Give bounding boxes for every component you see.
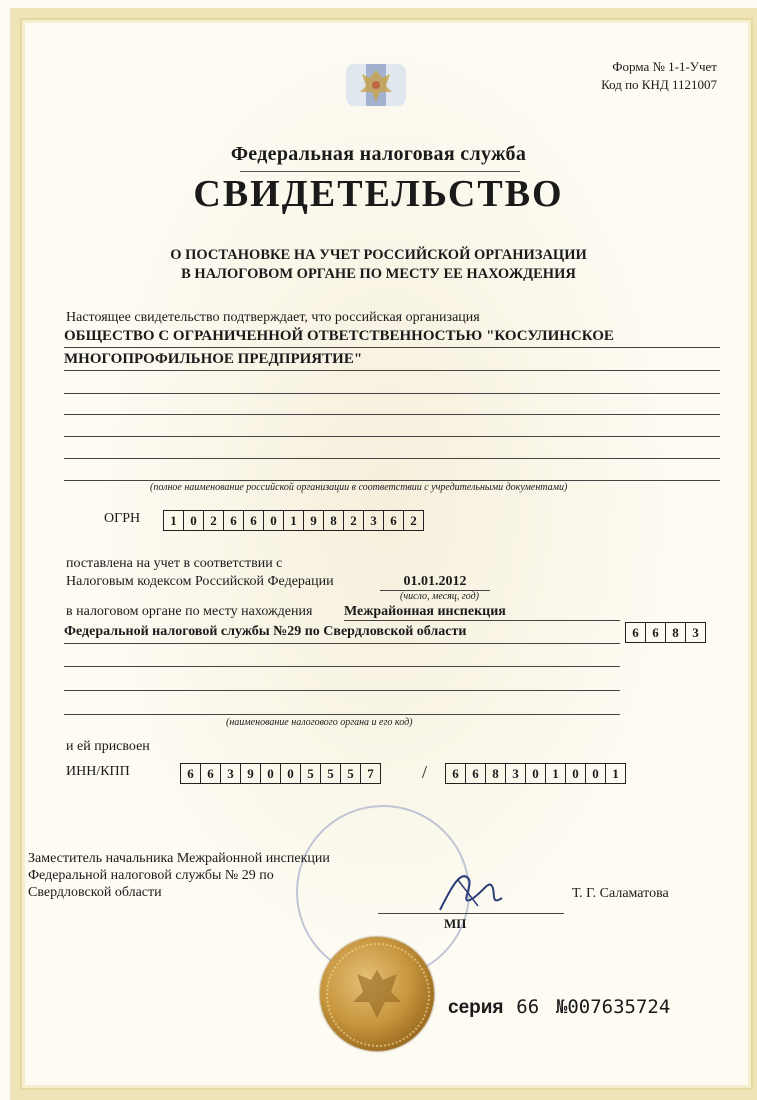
ogrn-cells	[163, 510, 424, 531]
subtitle-line-1: О ПОСТАНОВКЕ НА УЧЕТ РОССИЙСКОЙ ОРГАНИЗАЦИИ	[170, 247, 587, 263]
registration-line-1: поставлена на учет в соответствии с	[66, 556, 283, 571]
authority-caption: (наименование налогового органа и его код)	[226, 717, 413, 728]
form-knd-code: Код по КНД 1121007	[601, 77, 717, 92]
date-caption: (число, месяц, год)	[400, 591, 479, 602]
inn-digit: 5	[301, 764, 321, 783]
authority-code-digit: 8	[666, 623, 686, 642]
authority-code-digit: 6	[646, 623, 666, 642]
kpp-digit: 0	[526, 764, 546, 783]
document-title: СВИДЕТЕЛЬСТВО	[193, 173, 564, 215]
org-blank-line	[64, 458, 720, 459]
org-caption: (полное наименование российской организации в соответствии с учредительными документами)	[150, 482, 568, 493]
ogrn-digit: 0	[184, 511, 204, 530]
signer-position	[28, 850, 330, 901]
inn-digit: 6	[201, 764, 221, 783]
authority-code-digit: 3	[692, 625, 699, 640]
org-blank-line	[64, 414, 720, 415]
ogrn-digit: 3	[364, 511, 384, 530]
authority-code-cells	[625, 622, 706, 643]
inn-digit: 0	[261, 764, 281, 783]
org-intro: Настоящее свидетельство подтверждает, что российская организация	[66, 310, 480, 325]
inn-digit: 5	[341, 764, 361, 783]
kpp-digit: 3	[506, 764, 526, 783]
ogrn-digit: 0	[264, 511, 284, 530]
kpp-digit: 8	[486, 764, 506, 783]
ogrn-digit: 6	[384, 511, 404, 530]
series-region: 66	[516, 996, 540, 1018]
inn-digit: 5	[321, 764, 341, 783]
ogrn-label: ОГРН	[104, 511, 141, 526]
ogrn-digit: 9	[304, 511, 324, 530]
kpp-digit: 1	[546, 764, 566, 783]
kpp-digit: 0	[566, 764, 586, 783]
org-blank-line	[64, 393, 720, 394]
authority-blank-line	[64, 666, 620, 667]
kpp-cells	[445, 763, 626, 784]
inn-cells	[180, 763, 381, 784]
authority-blank-line	[64, 714, 620, 715]
agency-name: Федеральная налоговая служба	[230, 143, 527, 165]
signer-name: Т. Г. Саламатова	[572, 886, 669, 901]
signer-position-line-1: Заместитель начальника Межрайонной инспекции	[28, 851, 330, 866]
certificate-series	[448, 996, 670, 1019]
org-blank-line	[64, 436, 720, 437]
inn-kpp-label: ИНН/КПП	[66, 764, 130, 779]
org-name-line-2: МНОГОПРОФИЛЬНОЕ ПРЕДПРИЯТИЕ"	[64, 349, 720, 371]
authority-prefix: в налоговом органе по месту нахождения	[66, 604, 313, 619]
inn-kpp-separator: /	[422, 762, 428, 782]
registration-date: 01.01.2012	[380, 574, 490, 591]
ogrn-digit: 6	[224, 511, 244, 530]
eagle-emblem-icon	[347, 962, 407, 1026]
form-info	[601, 58, 717, 94]
stamp-place-label: МП	[444, 916, 467, 931]
kpp-digit: 6	[466, 764, 486, 783]
org-name-line-1: ОБЩЕСТВО С ОГРАНИЧЕННОЙ ОТВЕТСТВЕННОСТЬЮ "КОСУЛИНСКОЕ	[64, 326, 720, 348]
authority-name-part-2: Федеральной налоговой службы №29 по Свердловской области	[64, 624, 620, 644]
certificate-number: №007635724	[555, 996, 671, 1018]
signer-position-line-2: Федеральной налоговой службы № 29 по	[28, 868, 274, 883]
form-number: Форма № 1-1-Учет	[612, 59, 717, 74]
signature-line	[378, 913, 564, 914]
inn-digit: 3	[221, 764, 241, 783]
inn-digit: 7	[367, 766, 374, 781]
ogrn-digit: 2	[344, 511, 364, 530]
inn-digit: 9	[241, 764, 261, 783]
subtitle-line-2: В НАЛОГОВОМ ОРГАНЕ ПО МЕСТУ ЕЕ НАХОЖДЕНИЯ	[181, 266, 576, 282]
ogrn-digit: 1	[284, 511, 304, 530]
ogrn-digit: 8	[324, 511, 344, 530]
series-label: серия	[448, 997, 504, 1018]
authority-code-digit: 6	[626, 623, 646, 642]
kpp-digit: 0	[586, 764, 606, 783]
registration-line-2: Налоговым кодексом Российской Федерации	[66, 574, 334, 589]
kpp-digit: 6	[446, 764, 466, 783]
ogrn-digit: 1	[164, 511, 184, 530]
org-blank-line	[64, 480, 720, 481]
assigned-label: и ей присвоен	[66, 739, 150, 754]
state-emblem-icon	[344, 58, 408, 112]
signer-position-line-3: Свердловской области	[28, 885, 162, 900]
document-subtitle	[0, 246, 757, 284]
ogrn-digit: 2	[204, 511, 224, 530]
authority-blank-line	[64, 690, 620, 691]
inn-digit: 6	[181, 764, 201, 783]
kpp-digit: 1	[612, 766, 619, 781]
ogrn-digit: 6	[244, 511, 264, 530]
authority-name-part-1: Межрайонная инспекция	[344, 604, 620, 621]
ogrn-digit: 2	[410, 513, 417, 528]
handwritten-signature-icon	[430, 860, 520, 920]
inn-digit: 0	[281, 764, 301, 783]
